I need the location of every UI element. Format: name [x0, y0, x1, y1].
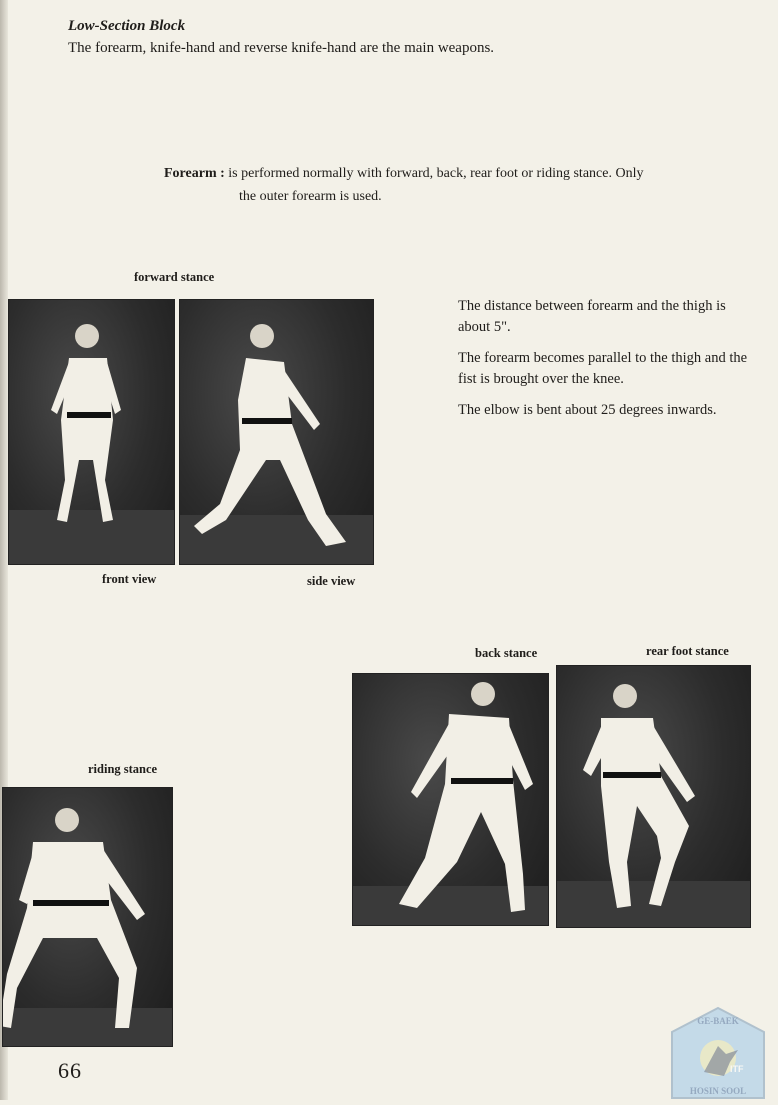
description-paragraph-2: The forearm becomes parallel to the thigh and the fist is brought over the knee. — [458, 350, 748, 387]
caption-side-view: side view — [307, 574, 356, 588]
forearm-line-1: is performed normally with forward, back, rear foot or riding stance. Only — [228, 166, 644, 181]
photo-back-stance — [352, 673, 549, 926]
caption-riding-stance: riding stance — [88, 762, 158, 776]
forearm-definition — [164, 162, 764, 208]
forearm-term: Forearm : — [164, 166, 225, 181]
section-subtitle: The forearm, knife-hand and reverse knife-hand are the main weapons. — [68, 40, 495, 56]
stance-description — [458, 296, 758, 431]
photo-riding-stance — [2, 787, 173, 1047]
forearm-line-2: the outer forearm is used. — [239, 189, 382, 204]
page-number: 66 — [58, 1058, 82, 1083]
caption-rear-foot-stance: rear foot stance — [646, 644, 729, 658]
section-title: Low-Section Block — [68, 18, 186, 34]
caption-forward-stance: forward stance — [134, 270, 215, 284]
description-paragraph-3: The elbow is bent about 25 degrees inwards. — [458, 402, 717, 418]
photo-forward-stance-side — [179, 299, 374, 565]
gebaek-itf-logo — [668, 1006, 768, 1100]
caption-back-stance: back stance — [475, 646, 538, 660]
logo-middle-text: ITF — [730, 1064, 744, 1074]
photo-rear-foot-stance — [556, 665, 751, 928]
caption-front-view: front view — [102, 572, 157, 586]
logo-bottom-text: HOSIN SOOL — [689, 1086, 747, 1096]
photo-forward-stance-front — [8, 299, 175, 565]
description-paragraph-1: The distance between forearm and the thigh is about 5". — [458, 298, 726, 335]
logo-top-text: GE-BAEK — [697, 1016, 739, 1026]
